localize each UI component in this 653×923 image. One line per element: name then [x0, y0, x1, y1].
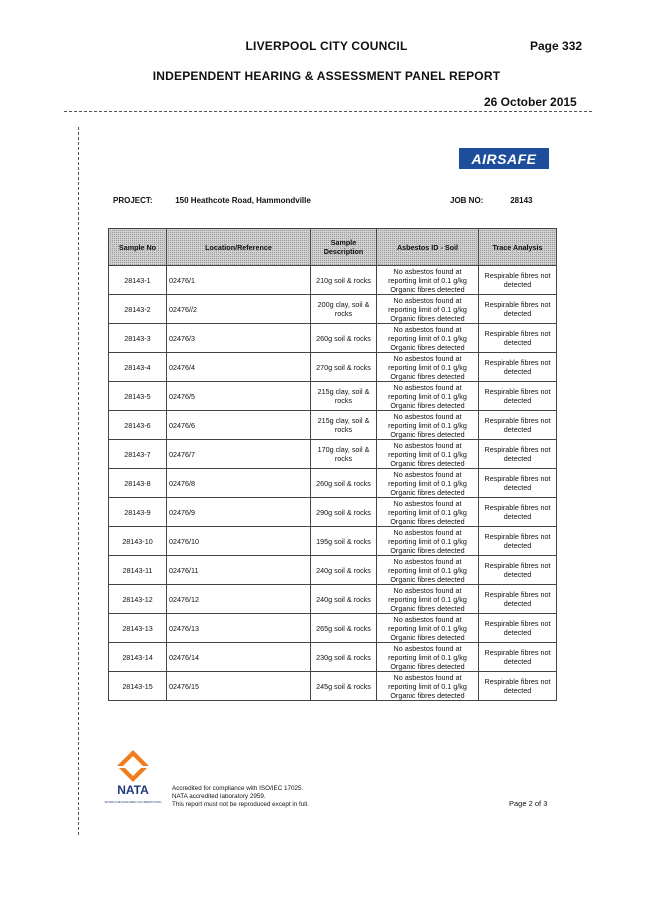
- cell-asbestos-result: No asbestos found at reporting limit of 0.1 g/kg Organic fibres detected: [377, 266, 479, 295]
- cell-description: 200g clay, soil & rocks: [311, 295, 377, 324]
- cell-description: 195g soil & rocks: [311, 527, 377, 556]
- nata-logo: [104, 748, 162, 808]
- table-row: [109, 585, 557, 614]
- accreditation-line: This report must not be reproduced except in full.: [172, 801, 309, 808]
- cell-location: 02476/14: [167, 643, 311, 672]
- cell-location: 02476/8: [167, 469, 311, 498]
- cell-description: 230g soil & rocks: [311, 643, 377, 672]
- page-number: Page 332: [530, 39, 583, 53]
- cell-asbestos-result: No asbestos found at reporting limit of 0.1 g/kg Organic fibres detected: [377, 498, 479, 527]
- page-of-indicator: Page 2 of 3: [509, 799, 548, 808]
- cell-location: 02476/12: [167, 585, 311, 614]
- nata-chevron-icon: [117, 750, 149, 782]
- cell-description: 240g soil & rocks: [311, 556, 377, 585]
- col-header-location: Location/Reference: [167, 229, 311, 266]
- report-title: INDEPENDENT HEARING & ASSESSMENT PANEL REPORT: [152, 69, 501, 83]
- cell-sample-no: 28143-4: [109, 353, 167, 382]
- cell-asbestos-result: No asbestos found at reporting limit of 0.1 g/kg Organic fibres detected: [377, 614, 479, 643]
- cell-asbestos-result: No asbestos found at reporting limit of 0.1 g/kg Organic fibres detected: [377, 556, 479, 585]
- cell-trace-result: Respirable fibres not detected: [479, 556, 557, 585]
- col-header-description: Sample Description: [311, 229, 377, 266]
- table-row: [109, 527, 557, 556]
- col-header-sample-no: Sample No: [109, 229, 167, 266]
- airsafe-logo: AIRSAFE: [459, 148, 549, 169]
- cell-location: 02476/3: [167, 324, 311, 353]
- cell-sample-no: 28143-1: [109, 266, 167, 295]
- cell-description: 245g soil & rocks: [311, 672, 377, 701]
- cell-asbestos-result: No asbestos found at reporting limit of 0.1 g/kg Organic fibres detected: [377, 411, 479, 440]
- nata-logo-text: NATA: [117, 783, 149, 797]
- cell-asbestos-result: No asbestos found at reporting limit of 0.1 g/kg Organic fibres detected: [377, 469, 479, 498]
- table-row: [109, 672, 557, 701]
- cell-description: 260g soil & rocks: [311, 469, 377, 498]
- cell-asbestos-result: No asbestos found at reporting limit of 0.1 g/kg Organic fibres detected: [377, 527, 479, 556]
- col-header-trace: Trace Analysis: [479, 229, 557, 266]
- accreditation-line: NATA accredited laboratory 2959.: [172, 793, 266, 800]
- cell-description: 240g soil & rocks: [311, 585, 377, 614]
- table-row: [109, 382, 557, 411]
- cell-trace-result: Respirable fibres not detected: [479, 585, 557, 614]
- job-label: JOB NO:: [450, 196, 484, 205]
- cell-sample-no: 28143-2: [109, 295, 167, 324]
- cell-location: 02476/13: [167, 614, 311, 643]
- cell-description: 265g soil & rocks: [311, 614, 377, 643]
- cell-sample-no: 28143-7: [109, 440, 167, 469]
- cell-trace-result: Respirable fibres not detected: [479, 614, 557, 643]
- cell-location: 02476/9: [167, 498, 311, 527]
- cell-location: 02476/7: [167, 440, 311, 469]
- left-margin-rule: [78, 127, 79, 835]
- col-header-asbestos: Asbestos ID - Soil: [377, 229, 479, 266]
- cell-sample-no: 28143-6: [109, 411, 167, 440]
- cell-sample-no: 28143-14: [109, 643, 167, 672]
- cell-sample-no: 28143-8: [109, 469, 167, 498]
- cell-description: 290g soil & rocks: [311, 498, 377, 527]
- job-value: 28143: [510, 196, 533, 205]
- cell-sample-no: 28143-9: [109, 498, 167, 527]
- results-table: [108, 228, 557, 701]
- report-date: 26 October 2015: [484, 95, 577, 109]
- cell-description: 215g clay, soil & rocks: [311, 382, 377, 411]
- table-body: [109, 266, 557, 701]
- project-label: PROJECT:: [113, 196, 153, 205]
- cell-trace-result: Respirable fibres not detected: [479, 411, 557, 440]
- cell-asbestos-result: No asbestos found at reporting limit of 0.1 g/kg Organic fibres detected: [377, 585, 479, 614]
- cell-sample-no: 28143-13: [109, 614, 167, 643]
- cell-location: 02476//2: [167, 295, 311, 324]
- cell-description: 270g soil & rocks: [311, 353, 377, 382]
- table-row: [109, 643, 557, 672]
- cell-asbestos-result: No asbestos found at reporting limit of 0.1 g/kg Organic fibres detected: [377, 353, 479, 382]
- table-header-row: [109, 229, 557, 266]
- cell-asbestos-result: No asbestos found at reporting limit of 0.1 g/kg Organic fibres detected: [377, 324, 479, 353]
- cell-asbestos-result: No asbestos found at reporting limit of 0.1 g/kg Organic fibres detected: [377, 672, 479, 701]
- cell-sample-no: 28143-15: [109, 672, 167, 701]
- job-line: [450, 196, 532, 205]
- cell-trace-result: Respirable fibres not detected: [479, 382, 557, 411]
- cell-asbestos-result: No asbestos found at reporting limit of 0.1 g/kg Organic fibres detected: [377, 440, 479, 469]
- cell-asbestos-result: No asbestos found at reporting limit of 0.1 g/kg Organic fibres detected: [377, 643, 479, 672]
- cell-description: 210g soil & rocks: [311, 266, 377, 295]
- cell-trace-result: Respirable fibres not detected: [479, 266, 557, 295]
- cell-trace-result: Respirable fibres not detected: [479, 469, 557, 498]
- cell-description: 260g soil & rocks: [311, 324, 377, 353]
- table-row: [109, 295, 557, 324]
- cell-trace-result: Respirable fibres not detected: [479, 440, 557, 469]
- cell-location: 02476/1: [167, 266, 311, 295]
- cell-sample-no: 28143-11: [109, 556, 167, 585]
- cell-sample-no: 28143-5: [109, 382, 167, 411]
- nata-logo-caption: WORLD RECOGNISED ACCREDITATION: [104, 800, 162, 804]
- council-title: LIVERPOOL CITY COUNCIL: [245, 39, 408, 53]
- table-row: [109, 266, 557, 295]
- project-value: 150 Heathcote Road, Hammondville: [175, 196, 311, 205]
- table-row: [109, 411, 557, 440]
- table-row: [109, 556, 557, 585]
- table-row: [109, 498, 557, 527]
- cell-location: 02476/10: [167, 527, 311, 556]
- cell-trace-result: Respirable fibres not detected: [479, 295, 557, 324]
- cell-location: 02476/4: [167, 353, 311, 382]
- accreditation-line: Accredited for compliance with ISO/IEC 17025.: [172, 785, 304, 792]
- table-row: [109, 353, 557, 382]
- accreditation-note: [172, 785, 309, 809]
- cell-sample-no: 28143-12: [109, 585, 167, 614]
- cell-location: 02476/15: [167, 672, 311, 701]
- cell-trace-result: Respirable fibres not detected: [479, 672, 557, 701]
- cell-trace-result: Respirable fibres not detected: [479, 527, 557, 556]
- cell-trace-result: Respirable fibres not detected: [479, 498, 557, 527]
- cell-asbestos-result: No asbestos found at reporting limit of 0.1 g/kg Organic fibres detected: [377, 382, 479, 411]
- cell-sample-no: 28143-3: [109, 324, 167, 353]
- cell-trace-result: Respirable fibres not detected: [479, 353, 557, 382]
- cell-sample-no: 28143-10: [109, 527, 167, 556]
- cell-description: 170g clay, soil & rocks: [311, 440, 377, 469]
- table-row: [109, 614, 557, 643]
- cell-trace-result: Respirable fibres not detected: [479, 324, 557, 353]
- cell-asbestos-result: No asbestos found at reporting limit of 0.1 g/kg Organic fibres detected: [377, 295, 479, 324]
- table-row: [109, 324, 557, 353]
- cell-location: 02476/11: [167, 556, 311, 585]
- cell-description: 215g clay, soil & rocks: [311, 411, 377, 440]
- cell-location: 02476/5: [167, 382, 311, 411]
- project-line: [113, 196, 311, 205]
- table-row: [109, 469, 557, 498]
- table-row: [109, 440, 557, 469]
- cell-trace-result: Respirable fibres not detected: [479, 643, 557, 672]
- header-divider: [64, 111, 592, 112]
- cell-location: 02476/6: [167, 411, 311, 440]
